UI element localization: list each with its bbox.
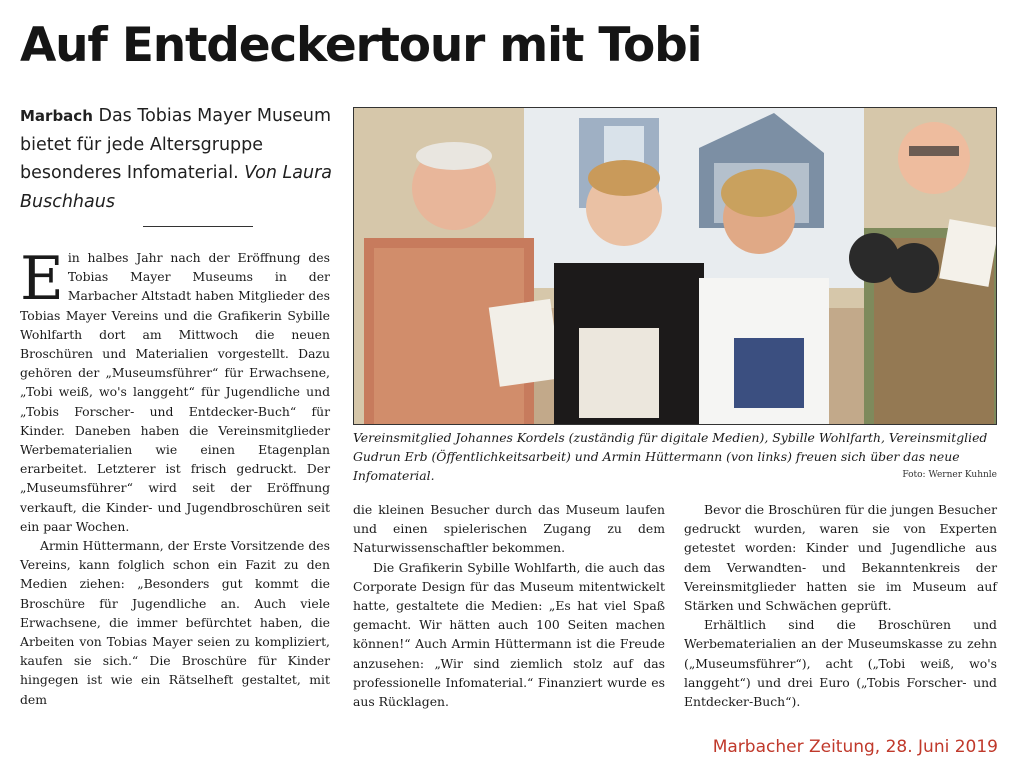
teaser-place: Marbach: [20, 107, 93, 125]
teaser-text: Das Tobias Mayer Museum bietet für jede Altersgruppe besonderes Infomaterial.: [20, 106, 332, 183]
article-column-1: [20, 244, 330, 709]
headline: Auf Entdeckertour mit Tobi: [20, 18, 702, 73]
drop-cap: E: [20, 244, 64, 314]
teaser-author: Von Laura Buschhaus: [20, 163, 333, 212]
article-photo: [353, 107, 997, 425]
source-citation: Marbacher Zeitung, 28. Juni 2019: [712, 737, 998, 757]
article-paragraph-4: Die Grafikerin Sybille Wohlfarth, die auch das Corporate Design für das Museum mitentwickelt hatte, gestaltete die Medien: „Es hat viel Spaß gemacht. Wir hätten auch 100 Seiten machen können!“ Auch Armin Hüttermann ist die Freude anzusehen: „Wir sind ziemlich stolz auf das professionelle Infomaterial.“ Finanziert wurde es aus Rücklagen.: [353, 559, 665, 710]
photo-illustration: [354, 108, 997, 425]
article-paragraph-6: Erhältlich sind die Broschüren und Werbematerialien an der Museumskasse zu zehn („Museumsführer“), acht („Tobi weiß, wo's langgeht“) und drei Euro („Tobis Forscher- und Entdecker-Buch“).: [684, 617, 997, 710]
photo-caption: Vereinsmitglied Johannes Kordels (zuständig für digitale Medien), Sybille Wohlfarth, Vereinsmitglied Gudrun Erb (Öffentlichkeitsarbeit) und Armin Hüttermann (von links) freuen sich über das neue Infomaterial.: [353, 430, 988, 483]
photo-credit: Foto: Werner Kuhnle: [902, 470, 997, 480]
teaser: [20, 102, 340, 216]
article-column-3: [684, 500, 997, 711]
article-column-2: [353, 500, 665, 711]
teaser-divider: [143, 226, 253, 227]
article-paragraph-1: Ein halbes Jahr nach der Eröffnung des Tobias Mayer Museums in der Marbacher Altstadt haben Mitglieder des Tobias Mayer Vereins und die Grafikerin Sybille Wohlfarth dort am Mittwoch die neuen Broschüren und Materialien vorgestellt. Dazu gehören der „Museumsführer“ für Erwachsene, „Tobi weiß, wo's langgeht“ für Jugendliche und „Tobis Forscher- und Entdecker-Buch“ für Kinder. Daneben haben die Vereinsmitglieder Werbematerialien wie einen Etagenplan erarbeitet. Letzterer ist frisch gedruckt. Der „Museumsführer“ wird seit der Eröffnung verkauft, die Kinder- und Jugendbroschüren seit ein paar Wochen.: [20, 244, 330, 534]
article-paragraph-5: Bevor die Broschüren für die jungen Besucher gedruckt wurden, waren sie von Experten getestet worden: Kinder und Jugendliche aus dem Verwandten- und Bekanntenkreis der Vereinsmitglieder hatten sie im Museum auf Stärken und Schwächen geprüft.: [684, 502, 997, 614]
article-paragraph-2: Armin Hüttermann, der Erste Vorsitzende des Vereins, kann folglich schon ein Fazit zu den Medien ziehen: „Besonders gut kommt die Broschüre für Jugendliche an. Auch viele Erwachsene, die immer befürchtet haben, die Arbeiten von Tobias Mayer seien zu kompliziert, kaufen sie sich.“ Die Broschüre für Kinder hingegen ist wie ein Rätselheft gestaltet, mit dem: [20, 538, 330, 707]
article-paragraph-3: die kleinen Besucher durch das Museum laufen und einen spielerischen Zugang zu dem Naturwissenschaftler bekommen.: [353, 502, 665, 556]
